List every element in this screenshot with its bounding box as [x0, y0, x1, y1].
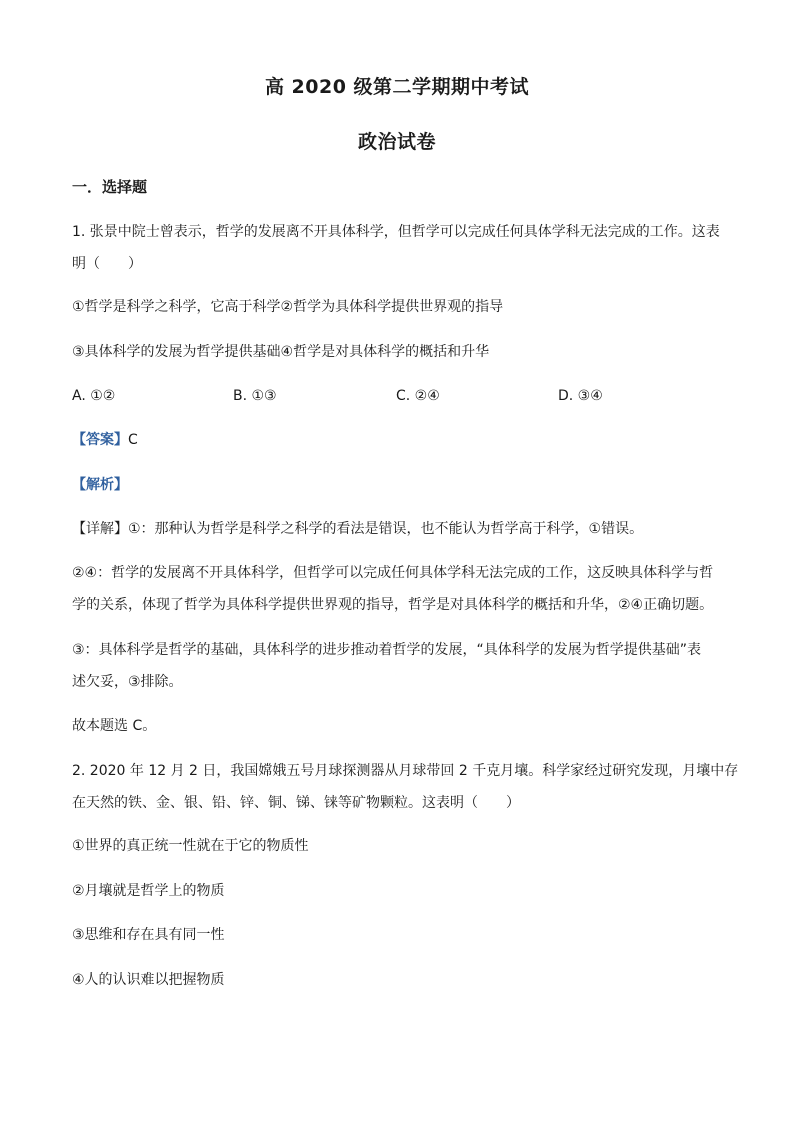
q1-detail-line1: [72, 520, 643, 538]
q1-para3-line2: 述欠妥，③排除。: [72, 674, 183, 690]
q2-stem-line1: 2. 2020 年 12 月 2 日，我国嫦娥五号月球探测器从月球带回 2 千克月壤。科学家经过研究发现，月壤中存: [72, 763, 739, 779]
q1-option-b: B. ①③: [233, 388, 277, 404]
q1-stem-line2: 明（ ）: [72, 256, 142, 272]
q1-option-c: C. ②④: [396, 388, 440, 404]
q2-stem-line2: 在天然的铁、金、银、铅、锌、铜、锑、铼等矿物颗粒。这表明（ ）: [72, 795, 520, 811]
q1-para2-line1: ②④：哲学的发展离不开具体科学，但哲学可以完成任何具体学科无法完成的工作，这反映具体科学与哲: [72, 565, 714, 581]
q1-stem-line1: 1. 张景中院士曾表示，哲学的发展离不开具体科学，但哲学可以完成任何具体学科无法完成的工作。这表: [72, 224, 720, 240]
q2-statement-3: ③思维和存在具有同一性: [72, 927, 225, 943]
q2-statement-1: ①世界的真正统一性就在于它的物质性: [72, 838, 309, 854]
q1-statement-line2: ③具体科学的发展为哲学提供基础④哲学是对具体科学的概括和升华: [72, 344, 490, 360]
q1-option-a: A. ①②: [72, 388, 116, 404]
q1-para3-line1: ③：具体科学是哲学的基础，具体科学的进步推动着哲学的发展，“具体科学的发展为哲学提供基础”表: [72, 642, 702, 658]
q2-statement-2: ②月壤就是哲学上的物质: [72, 883, 225, 899]
detail-text: ①：那种认为哲学是科学之科学的看法是错误，也不能认为哲学高于科学，①错误。: [128, 521, 644, 537]
exam-title: 高 2020 级第二学期期中考试: [264, 76, 530, 98]
answer-value: C: [128, 432, 138, 448]
answer-tag: 【答案】: [72, 432, 128, 448]
q1-analysis: [72, 476, 128, 494]
exam-subtitle: 政治试卷: [357, 131, 436, 153]
q2-statement-4: ④人的认识难以把握物质: [72, 972, 225, 988]
q1-conclusion: 故本题选 C。: [72, 718, 157, 734]
q1-option-d: D. ③④: [558, 388, 603, 404]
q1-statement-line1: ①哲学是科学之科学，它高于科学②哲学为具体科学提供世界观的指导: [72, 299, 504, 315]
detail-tag: 【详解】: [72, 521, 128, 537]
section-heading: 一．选择题: [72, 178, 148, 196]
q1-answer: [72, 431, 138, 449]
analysis-tag: 【解析】: [72, 477, 128, 493]
q1-para2-line2: 学的关系，体现了哲学为具体科学提供世界观的指导，哲学是对具体科学的概括和升华，②④正确切题。: [72, 597, 714, 613]
